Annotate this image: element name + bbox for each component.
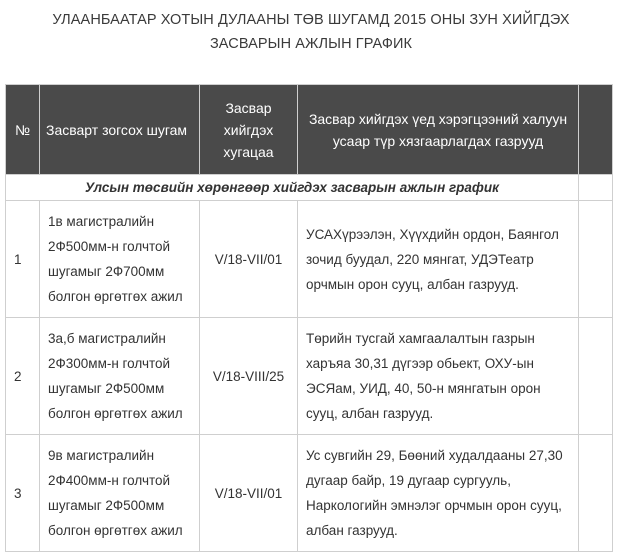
row-extra-cell [579,318,613,435]
row-period: V/18-VIII/25 [200,318,298,435]
header-number: № [6,85,40,175]
table-row [6,201,613,318]
table-header-row [6,85,613,175]
section-extra-cell [579,175,613,201]
row-line: 9в магистралийн 2Ф400мм-н голчтой шугамыг 2Ф500мм болгон өргөтгөх ажил [40,435,200,552]
row-extra-cell [579,435,613,552]
row-period: V/18-VII/01 [200,201,298,318]
header-period: Засвар хийгдэх хугацаа [200,85,298,175]
row-number: 1 [6,201,40,318]
repair-schedule-table [5,84,613,552]
section-label: Улсын төсвийн хөрөнгөөр хийгдэх засварын ажлын график [6,175,579,201]
row-affected-areas: Төрийн тусгай хамгаалалтын газрын харъяа 30,31 дүгээр обьект, ОХУ-ын ЭСЯам, УИД, 40, 50-н мянгатын орон сууц, албан газрууд. [298,318,579,435]
row-affected-areas: УСАХүрээлэн, Хүүхдийн ордон, Баянгол зочид буудал, 220 мянгат, УДЭТеатр орчмын орон сууц, албан газрууд. [298,201,579,318]
table-row [6,435,613,552]
section-row [6,175,613,201]
row-affected-areas: Ус сувгийн 29, Бөөний худалдааны 27,30 дугаар байр, 19 дугаар сургууль, Наркологийн эмнэлэг орчмын орон сууц, албан газрууд. [298,435,579,552]
row-period: V/18-VII/01 [200,435,298,552]
header-extra [579,85,613,175]
row-number: 3 [6,435,40,552]
row-line: 1в магистралийн 2Ф500мм-н голчтой шугамыг 2Ф700мм болгон өргөтгөх ажил [40,201,200,318]
header-line: Засварт зогсох шугам [40,85,200,175]
table-row [6,318,613,435]
page-title: УЛААНБААТАР ХОТЫН ДУЛААНЫ ТӨВ ШУГАМД 2015 ОНЫ ЗУН ХИЙГДЭХ ЗАСВАРЫН АЖЛЫН ГРАФИК [52,12,570,52]
row-extra-cell [579,201,613,318]
header-affected-areas: Засвар хийгдэх үед хэрэгцээний халуун усаар түр хязгаарлагдах газрууд [298,85,579,175]
row-number: 2 [6,318,40,435]
row-line: 3а,б магистралийн 2Ф300мм-н голчтой шугамыг 2Ф500мм болгон өргөтгөх ажил [40,318,200,435]
